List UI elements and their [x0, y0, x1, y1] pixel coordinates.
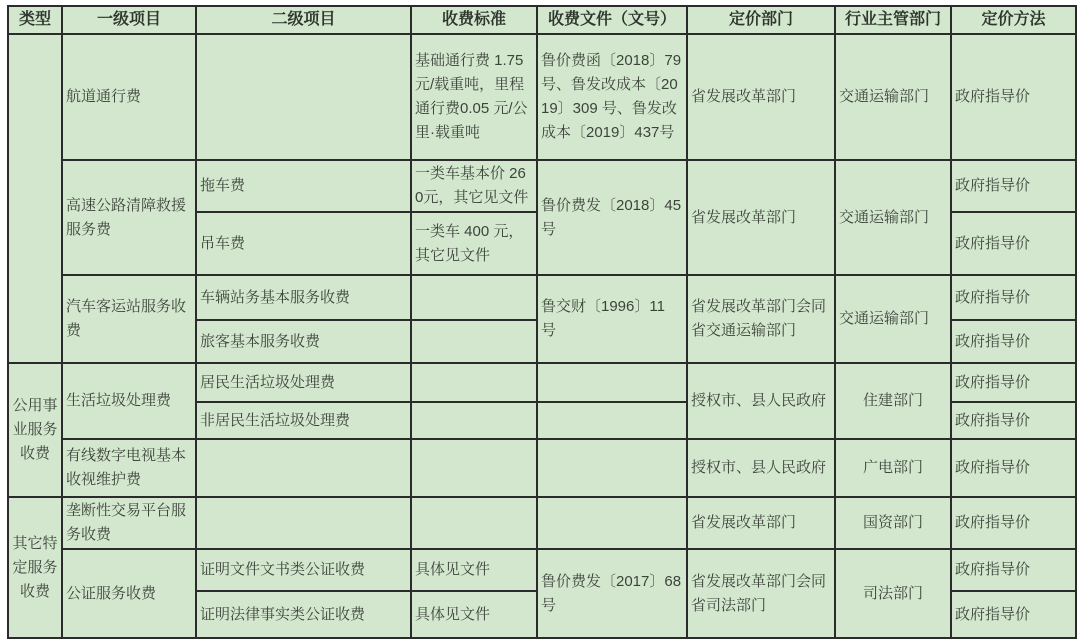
cell-standard: 具体见文件	[411, 549, 537, 591]
header-fee-document: 收费文件（文号）	[537, 6, 687, 34]
cell-method: 政府指导价	[951, 591, 1076, 638]
cell-industry-dept: 司法部门	[835, 549, 951, 638]
cell-industry-dept: 住建部门	[835, 363, 951, 439]
cell-industry-dept: 交通运输部门	[835, 275, 951, 363]
cell-standard	[411, 363, 537, 402]
cell-method: 政府指导价	[951, 160, 1076, 212]
cell-document	[537, 363, 687, 402]
cell-document: 鲁价费发〔2017〕68号	[537, 549, 687, 638]
government-fee-table	[7, 5, 1077, 639]
table-row	[8, 363, 1076, 402]
cell-method: 政府指导价	[951, 497, 1076, 549]
cell-document	[537, 402, 687, 439]
cell-document: 鲁交财〔1996〕11 号	[537, 275, 687, 363]
header-level1-item: 一级项目	[62, 6, 196, 34]
cell-pricing-dept: 授权市、县人民政府	[687, 439, 835, 497]
cell-level1: 航道通行费	[62, 34, 196, 160]
table-row	[8, 34, 1076, 160]
header-industry-dept: 行业主管部门	[835, 6, 951, 34]
cell-pricing-dept: 省发展改革部门会同省司法部门	[687, 549, 835, 638]
cell-level2	[196, 439, 411, 497]
cell-standard	[411, 497, 537, 549]
cell-standard	[411, 439, 537, 497]
cell-level1: 公证服务收费	[62, 549, 196, 638]
cell-method: 政府指导价	[951, 439, 1076, 497]
cell-method: 政府指导价	[951, 320, 1076, 363]
cell-level2: 证明法律事实类公证收费	[196, 591, 411, 638]
cell-document: 鲁价费函〔2018〕79号、鲁发改成本〔2019〕309 号、鲁发改成本〔2019〕437号	[537, 34, 687, 160]
cell-level1: 汽车客运站服务收费	[62, 275, 196, 363]
cell-industry-dept: 广电部门	[835, 439, 951, 497]
cell-industry-dept: 交通运输部门	[835, 160, 951, 275]
cell-standard: 基础通行费 1.75 元/载重吨，里程通行费0.05 元/公里·载重吨	[411, 34, 537, 160]
fee-table-container	[7, 5, 1077, 639]
cell-method: 政府指导价	[951, 363, 1076, 402]
cell-type: 公用事业服务收费	[8, 363, 62, 497]
cell-method: 政府指导价	[951, 402, 1076, 439]
cell-standard: 具体见文件	[411, 591, 537, 638]
cell-pricing-dept: 省发展改革部门	[687, 160, 835, 275]
cell-level2: 居民生活垃圾处理费	[196, 363, 411, 402]
cell-industry-dept: 交通运输部门	[835, 34, 951, 160]
cell-level1: 生活垃圾处理费	[62, 363, 196, 439]
cell-level2: 拖车费	[196, 160, 411, 212]
table-row	[8, 160, 1076, 212]
cell-pricing-dept: 省发展改革部门会同省交通运输部门	[687, 275, 835, 363]
cell-type-blank	[8, 34, 62, 363]
table-row	[8, 549, 1076, 591]
cell-standard: 一类车基本价 260元，其它见文件	[411, 160, 537, 212]
cell-level2: 旅客基本服务收费	[196, 320, 411, 363]
table-row	[8, 497, 1076, 549]
cell-method: 政府指导价	[951, 34, 1076, 160]
header-type: 类型	[8, 6, 62, 34]
cell-type: 其它特定服务收费	[8, 497, 62, 638]
cell-level2: 车辆站务基本服务收费	[196, 275, 411, 320]
cell-standard	[411, 402, 537, 439]
cell-method: 政府指导价	[951, 549, 1076, 591]
cell-level2	[196, 34, 411, 160]
cell-document: 鲁价费发〔2018〕45号	[537, 160, 687, 275]
cell-standard: 一类车 400 元，其它见文件	[411, 212, 537, 275]
cell-level1: 有线数字电视基本收视维护费	[62, 439, 196, 497]
header-pricing-dept: 定价部门	[687, 6, 835, 34]
cell-level2: 非居民生活垃圾处理费	[196, 402, 411, 439]
cell-level2: 证明文件文书类公证收费	[196, 549, 411, 591]
cell-pricing-dept: 省发展改革部门	[687, 497, 835, 549]
cell-pricing-dept: 授权市、县人民政府	[687, 363, 835, 439]
cell-method: 政府指导价	[951, 212, 1076, 275]
header-fee-standard: 收费标准	[411, 6, 537, 34]
table-row	[8, 439, 1076, 497]
cell-document	[537, 439, 687, 497]
cell-industry-dept: 国资部门	[835, 497, 951, 549]
cell-document	[537, 497, 687, 549]
cell-standard	[411, 275, 537, 320]
header-level2-item: 二级项目	[196, 6, 411, 34]
cell-level2	[196, 497, 411, 549]
header-pricing-method: 定价方法	[951, 6, 1076, 34]
cell-level2: 吊车费	[196, 212, 411, 275]
cell-pricing-dept: 省发展改革部门	[687, 34, 835, 160]
table-header-row	[8, 6, 1076, 34]
cell-method: 政府指导价	[951, 275, 1076, 320]
table-row	[8, 275, 1076, 320]
cell-standard	[411, 320, 537, 363]
cell-level1: 高速公路清障救援服务费	[62, 160, 196, 275]
cell-level1: 垄断性交易平台服务收费	[62, 497, 196, 549]
